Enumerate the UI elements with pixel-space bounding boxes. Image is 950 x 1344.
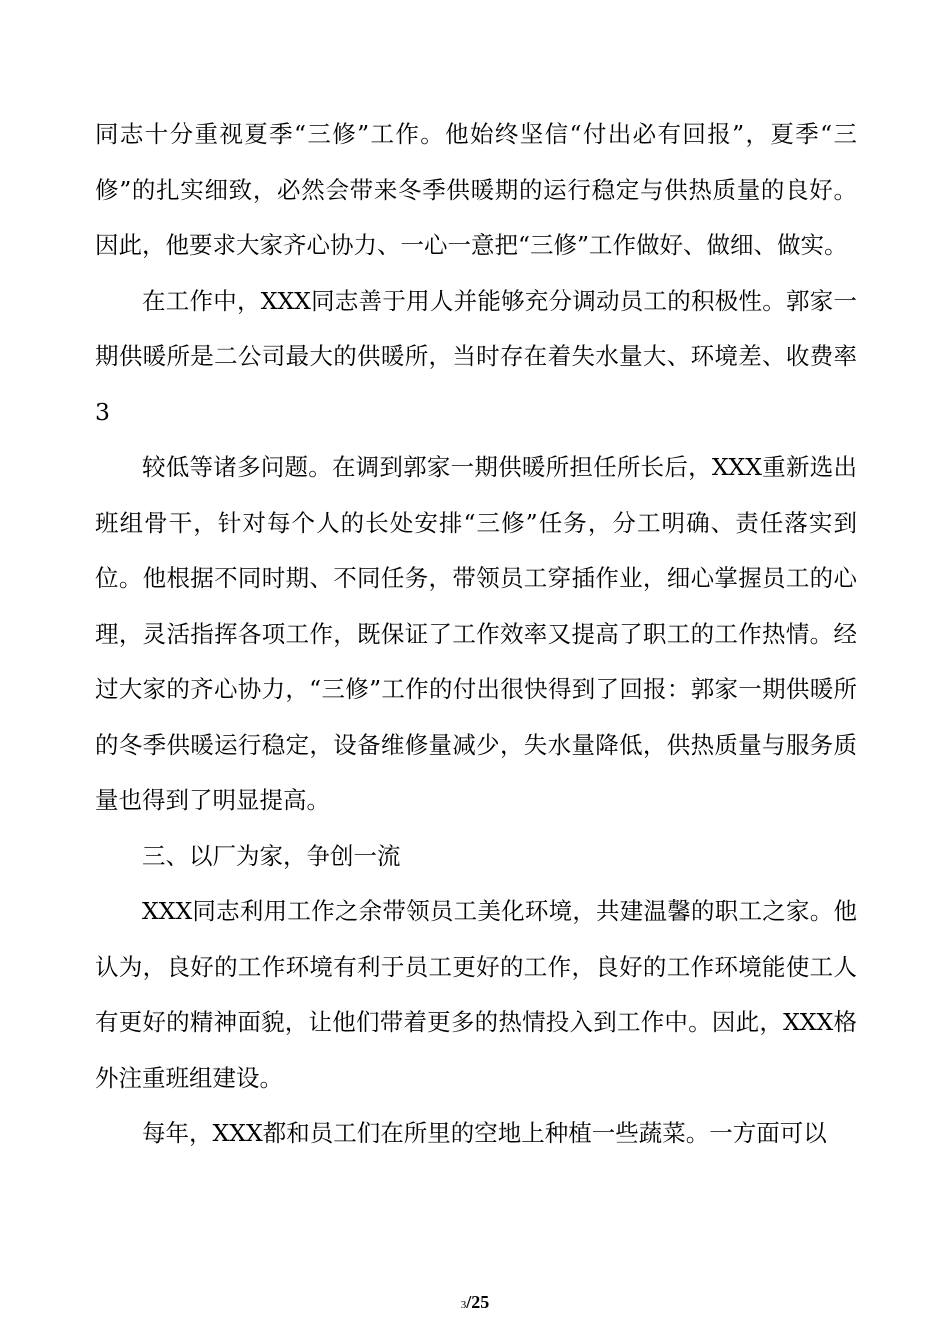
paragraph-2: 在工作中，XXX同志善于用人并能够充分调动员工的积极性。郭家一期供暖所是二公司最大的供暖所，当时存在着失水量大、环境差、收费率3 <box>95 286 857 426</box>
paragraph-5: 每年，XXX都和员工们在所里的空地上种植一些蔬菜。一方面可以 <box>142 1119 827 1147</box>
page-number <box>0 1290 950 1317</box>
page-number-separator: / <box>466 1292 472 1312</box>
page-number-current: 3 <box>460 1299 467 1311</box>
document-body <box>95 107 857 1162</box>
paragraph-4: XXX同志利用工作之余带领员工美化环境，共建温馨的职工之家。他认为，良好的工作环境有利于员工更好的工作，良好的工作环境能使工人有更好的精神面貌，让他们带着更多的热情投入到工作中。因此，XXX格外注重班组建设。 <box>95 897 857 1092</box>
paragraph-1: 同志十分重视夏季“三修”工作。他始终坚信“付出必有回报”，夏季“三修”的扎实细致，必然会带来冬季供暖期的运行稳定与供热质量的良好。因此，他要求大家齐心协力、一心一意把“三修”工作做好、做细、做实。 <box>95 120 857 259</box>
page-number-total: 25 <box>471 1292 490 1312</box>
section-heading: 三、以厂为家，争创一流 <box>142 841 401 870</box>
paragraph-3: 较低等诸多问题。在调到郭家一期供暖所担任所长后，XXX重新选出班组骨干，针对每个人的长处安排“三修”任务，分工明确、责任落实到位。他根据不同时期、不同任务，带领员工穿插作业，细心掌握员工的心理，灵活指挥各项工作，既保证了工作效率又提高了职工的工作热情。经过大家的齐心协力，“三修”工作的付出很快得到了回报：郭家一期供暖所的冬季供暖运行稳定，设备维修量减少，失水量降低，供热质量与服务质量也得到了明显提高。 <box>95 453 857 814</box>
